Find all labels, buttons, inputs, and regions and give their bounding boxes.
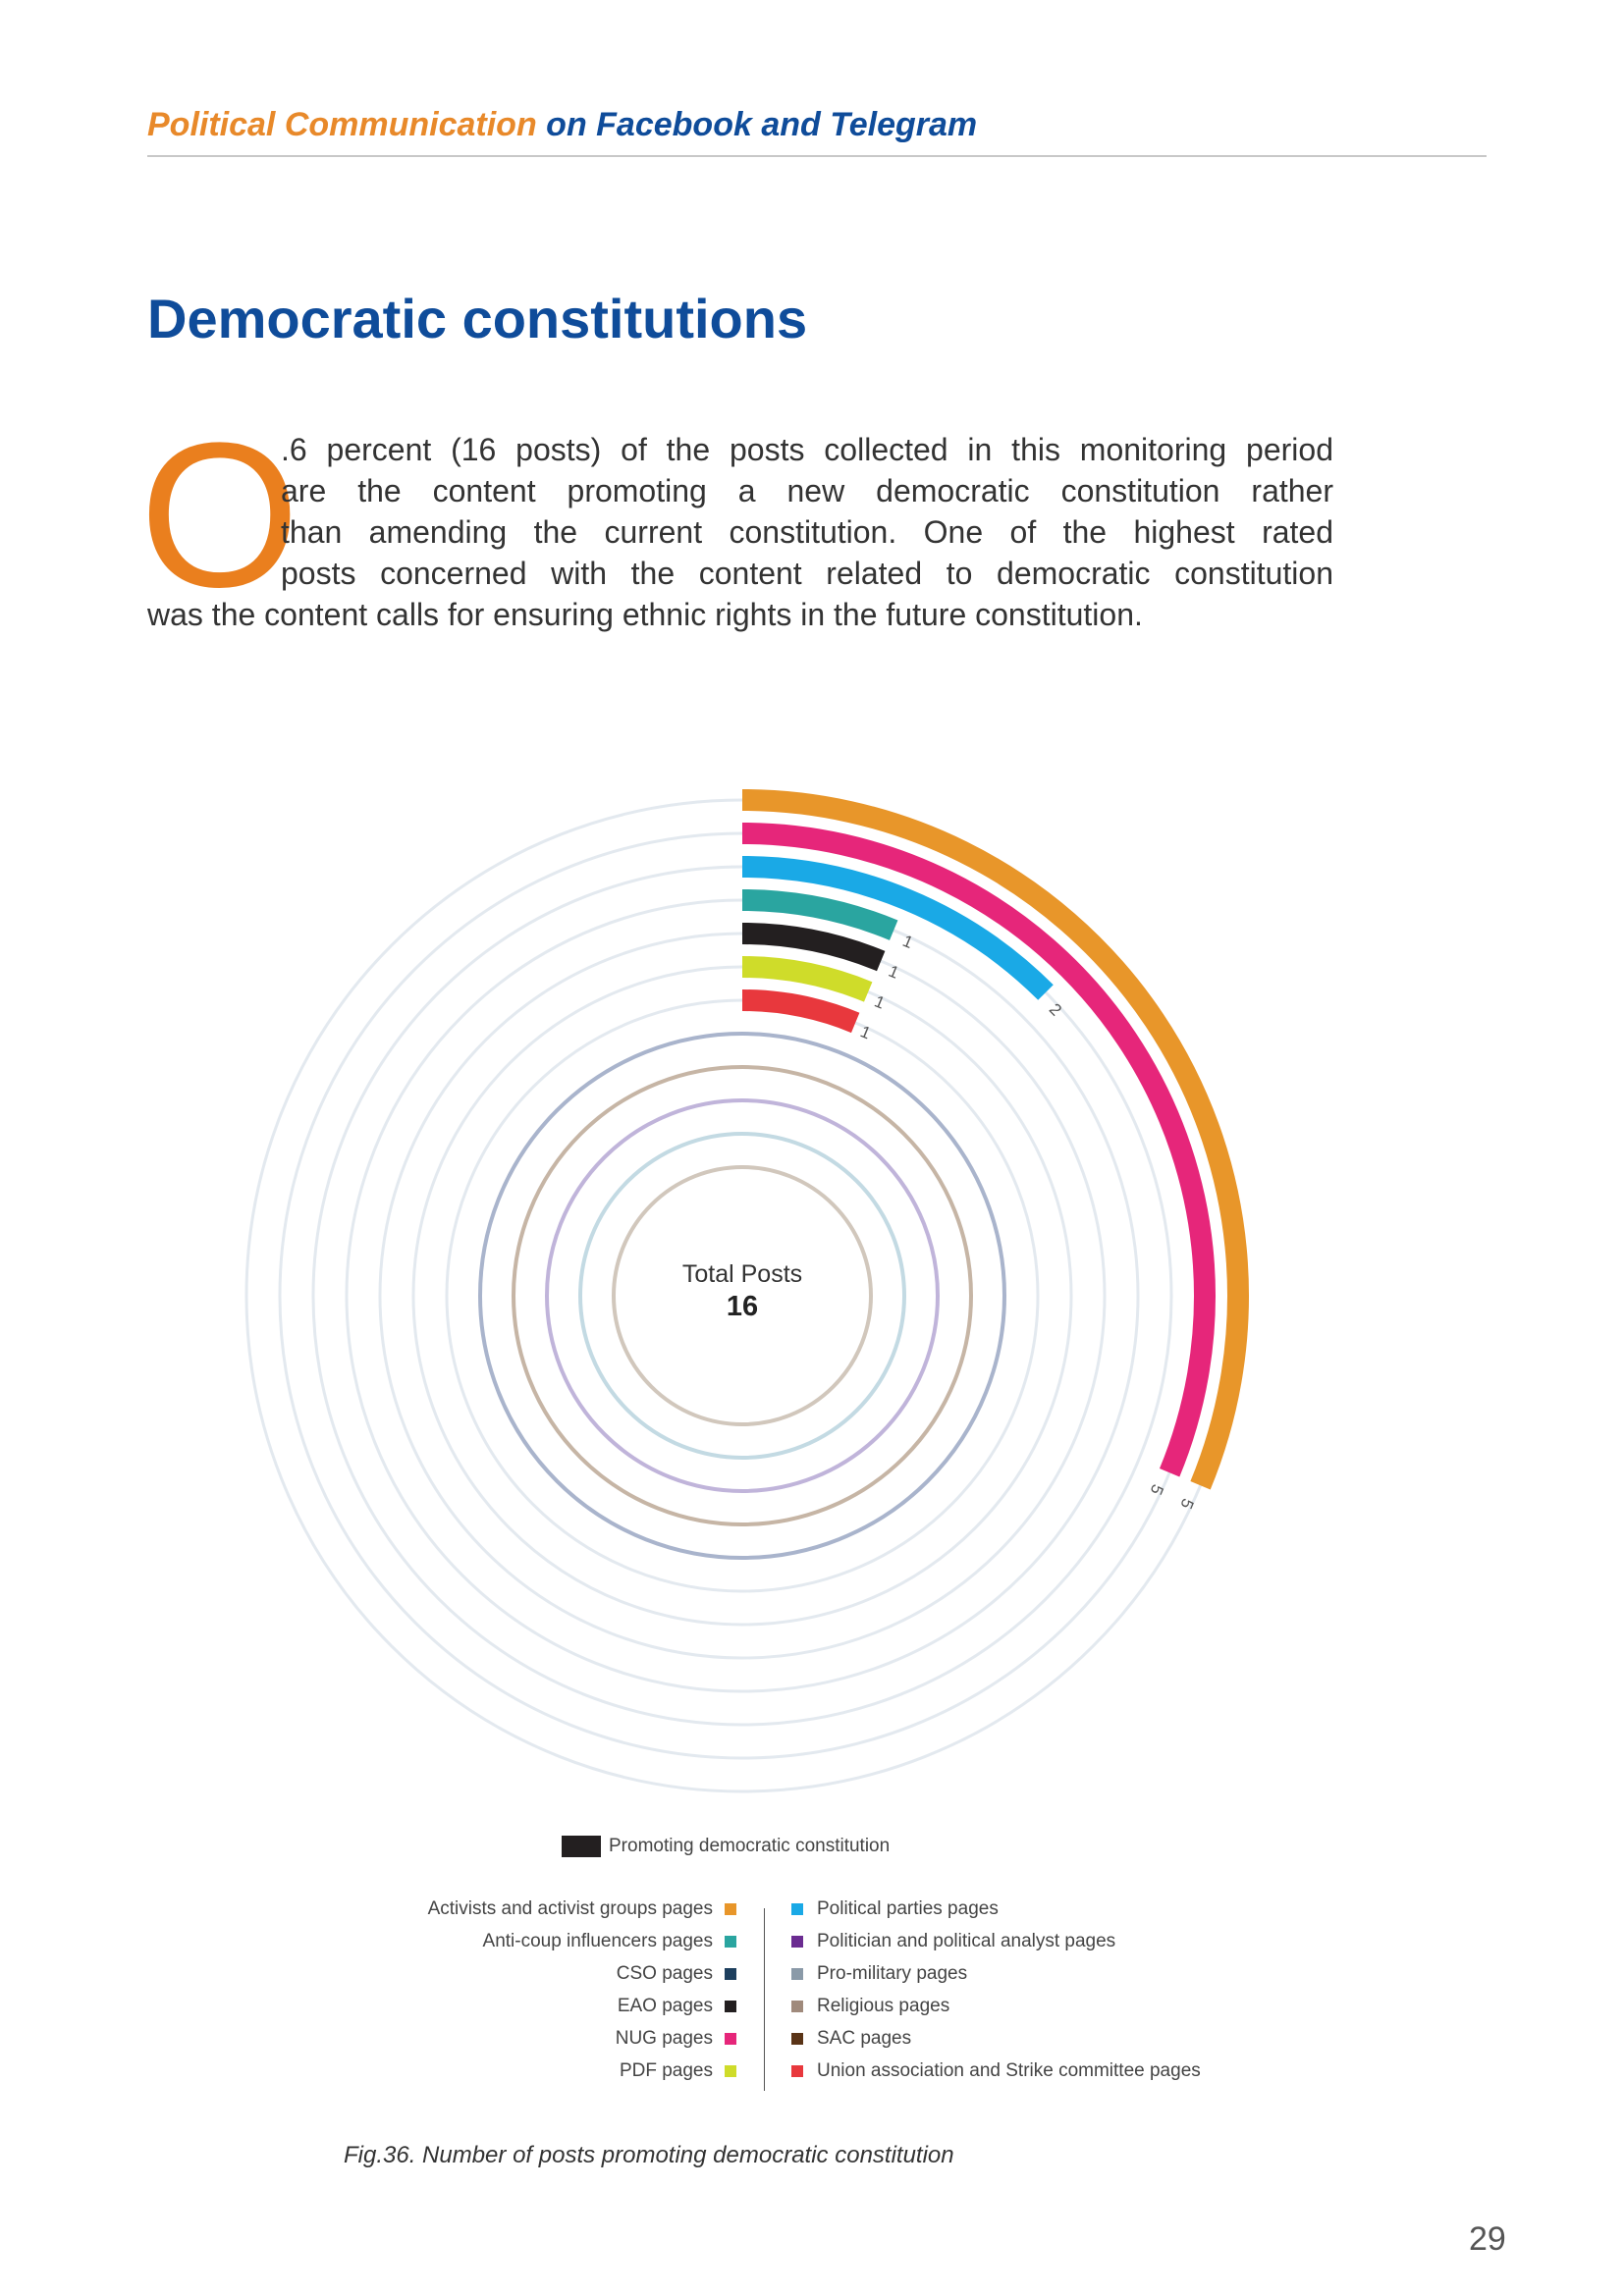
legend-swatch	[791, 1903, 803, 1915]
bar-arc	[742, 967, 868, 992]
legend-item-label: Politician and political analyst pages	[817, 1931, 1116, 1951]
paragraph-line: are the content promoting a new democratic constitution rather	[281, 473, 1333, 508]
legend-swatch	[725, 2033, 736, 2045]
legend-swatch	[791, 2001, 803, 2012]
figure-caption: Fig.36. Number of posts promoting democratic constitution	[344, 2142, 954, 2168]
value-label: 2	[1045, 999, 1065, 1020]
value-label: 5	[1176, 1495, 1198, 1512]
legend-item-label: EAO pages	[617, 1996, 713, 2016]
series-legend-label: Promoting democratic constitution	[609, 1836, 891, 1856]
legend-item	[226, 1957, 736, 1990]
legend-item	[791, 1957, 967, 1990]
value-label: 1	[857, 1022, 874, 1043]
paragraph-line: .6 percent (16 posts) of the posts collected in this monitoring period	[281, 432, 1333, 467]
legend-swatch	[791, 1968, 803, 1980]
legend-item-label: Religious pages	[817, 1996, 950, 2016]
value-label: 1	[886, 961, 902, 983]
running-header-part1: Political Communication	[147, 106, 537, 143]
center-label: Total Posts	[681, 1260, 803, 1288]
legend-item-label: Union association and Strike committee pages	[817, 2060, 1201, 2081]
legend-swatch	[791, 2065, 803, 2077]
value-label: 1	[871, 991, 888, 1013]
radial-bar-chart	[0, 766, 1624, 1826]
legend-item-label: Activists and activist groups pages	[427, 1898, 713, 1919]
page-number: 29	[1469, 2220, 1506, 2258]
legend-item	[791, 1893, 999, 1925]
legend-item-label: Anti-coup influencers pages	[482, 1931, 713, 1951]
legend-item	[226, 1893, 736, 1925]
header-divider	[147, 155, 1487, 157]
legend-item	[791, 2022, 911, 2055]
legend-item	[226, 2055, 736, 2087]
legend-divider	[764, 1908, 765, 2091]
legend-item-label: PDF pages	[619, 2060, 713, 2081]
legend-item	[226, 1925, 736, 1957]
legend-item-label: Pro-military pages	[817, 1963, 968, 1984]
legend-item	[226, 2022, 736, 2055]
legend-swatch	[725, 2001, 736, 2012]
legend-item	[791, 2055, 1201, 2087]
legend-item-label: SAC pages	[817, 2028, 912, 2049]
legend-swatch	[725, 1903, 736, 1915]
center-total: 16	[726, 1291, 759, 1322]
legend-swatch	[791, 1936, 803, 1948]
legend-swatch	[791, 2033, 803, 2045]
drop-cap: O	[139, 400, 300, 630]
running-header-part2: on Facebook and Telegram	[546, 106, 978, 143]
legend-swatch	[725, 1968, 736, 1980]
paragraph-line: posts concerned with the content related to democratic constitution	[281, 556, 1333, 591]
running-header	[147, 106, 977, 144]
legend-swatch	[725, 1936, 736, 1948]
legend-item	[791, 1990, 949, 2022]
bar-arc	[742, 1000, 855, 1023]
legend-item-label: NUG pages	[615, 2028, 713, 2049]
legend-item-label: Political parties pages	[817, 1898, 999, 1919]
value-label: 1	[899, 931, 916, 953]
legend-item-label: CSO pages	[616, 1963, 713, 1984]
section-title: Democratic constitutions	[147, 288, 808, 349]
legend-item	[791, 1925, 1115, 1957]
series-legend-swatch	[562, 1836, 601, 1857]
paragraph-line: was the content calls for ensuring ethnic rights in the future constitution.	[147, 597, 1143, 632]
series-legend	[562, 1836, 890, 1857]
paragraph-line: than amending the current constitution. One of the highest rated	[281, 514, 1333, 550]
legend-item	[226, 1990, 736, 2022]
value-label: 5	[1146, 1481, 1167, 1498]
legend-swatch	[725, 2065, 736, 2077]
